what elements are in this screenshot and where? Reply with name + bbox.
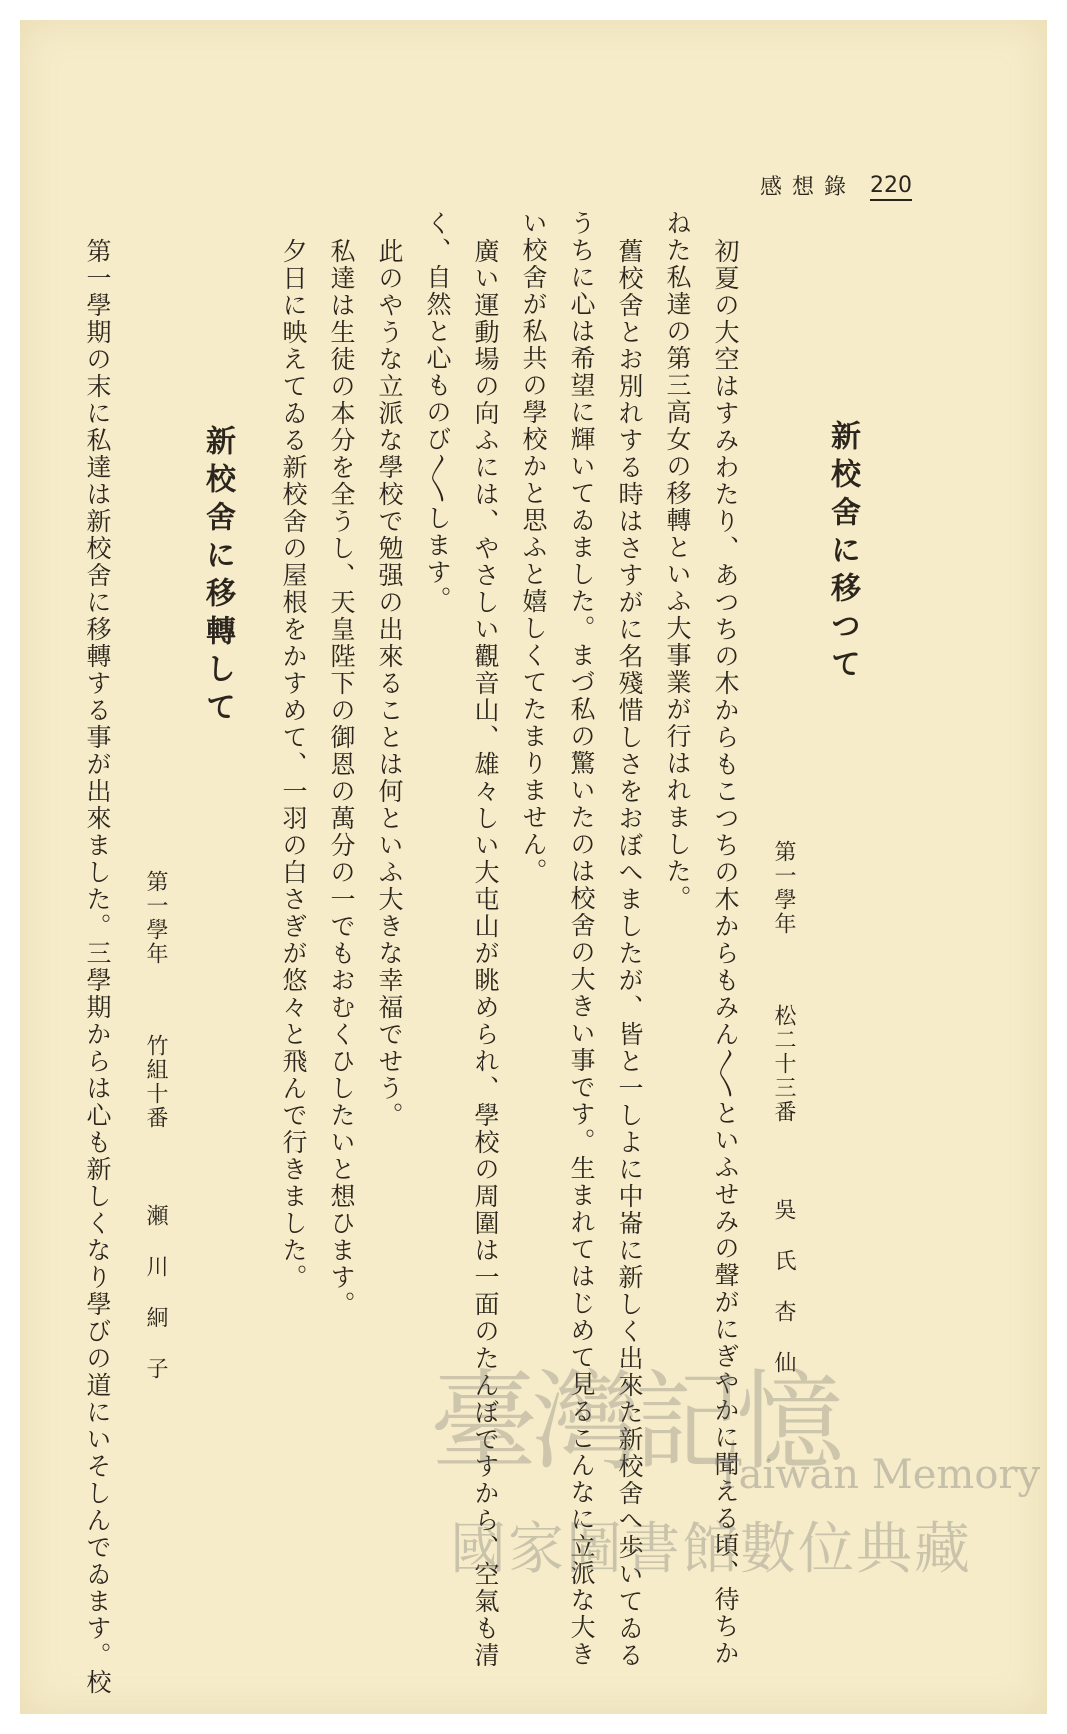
body-line: 夕日に映えてゐる新校舍の屋根をかすめて、一羽の白さぎが悠々と飛んで行きました。 <box>279 238 308 1291</box>
article2-title: 新校舍に移轉して <box>200 425 235 729</box>
watermark-logo: 臺灣記憶 <box>430 1360 839 1485</box>
body-line: い校舍が私共の學校かと思ふと嬉しくてたまりません。 <box>519 210 548 885</box>
article1-title: 新校舍に移つて <box>825 420 860 686</box>
body-line: ねた私達の第三高女の移轉といふ大事業が行はれました。 <box>663 210 692 912</box>
article1-author-name: 吳 氏 杏 仙 <box>771 1198 796 1375</box>
body-line: 第一學期の末に私達は新校舍に移轉する事が出來ました。三學期からは心も新しくなり學びの道にいそしんでゐます。校 <box>83 238 112 1696</box>
article1-author-grade: 第一學年 <box>771 840 796 936</box>
body-line: 此のやうな立派な學校で勉强の出來ることは何といふ大きな幸福でせう。 <box>375 238 404 1129</box>
article1-author <box>768 840 799 1375</box>
watermark-subtitle: 國家圖書館數位典藏 <box>450 1517 972 1582</box>
page-header <box>760 170 912 201</box>
body-line: うちに心は希望に輝いてゐました。まづ私の驚いたのは校舍の大きい事です。生まれてはじめて見るこんなに立派な大き <box>567 210 596 1668</box>
article2-author-grade: 第一學年 <box>143 870 168 966</box>
body-line: 私達は生徒の本分を全うし、天皇陛下の御恩の萬分の一でもおむくひしたいと想ひます。 <box>327 238 356 1318</box>
article2-author-name: 瀬 川 絅 子 <box>143 1204 168 1381</box>
body-line: 廣い運動場の向ふには、やさしい觀音山、雄々しい大屯山が眺められ、學校の周圍は一面のたんぼですから、空氣も清 <box>471 238 500 1669</box>
body-line: く、自然と心ものび〳〵します。 <box>423 210 452 613</box>
watermark-english: Taiwan Memory <box>715 1452 1041 1498</box>
article1-author-class: 松二十三番 <box>771 1004 796 1124</box>
running-title: 感想錄 <box>760 175 857 200</box>
body-line: 初夏の大空はすみわたり、あつちの木からもこつちの木からもみん〳〵といふせみの聲がにぎやかに聞える頃、待ちか <box>711 238 740 1667</box>
page-number: 220 <box>870 173 912 201</box>
article2-author <box>140 870 171 1381</box>
body-line: 舊校舍とお別れする時はさすがに名殘惜しさをおぼへましたが、皆と一しよに中崙に新しく出來た新校舍へ歩いてゐる <box>615 238 644 1669</box>
article2-author-class: 竹組十番 <box>143 1034 168 1130</box>
